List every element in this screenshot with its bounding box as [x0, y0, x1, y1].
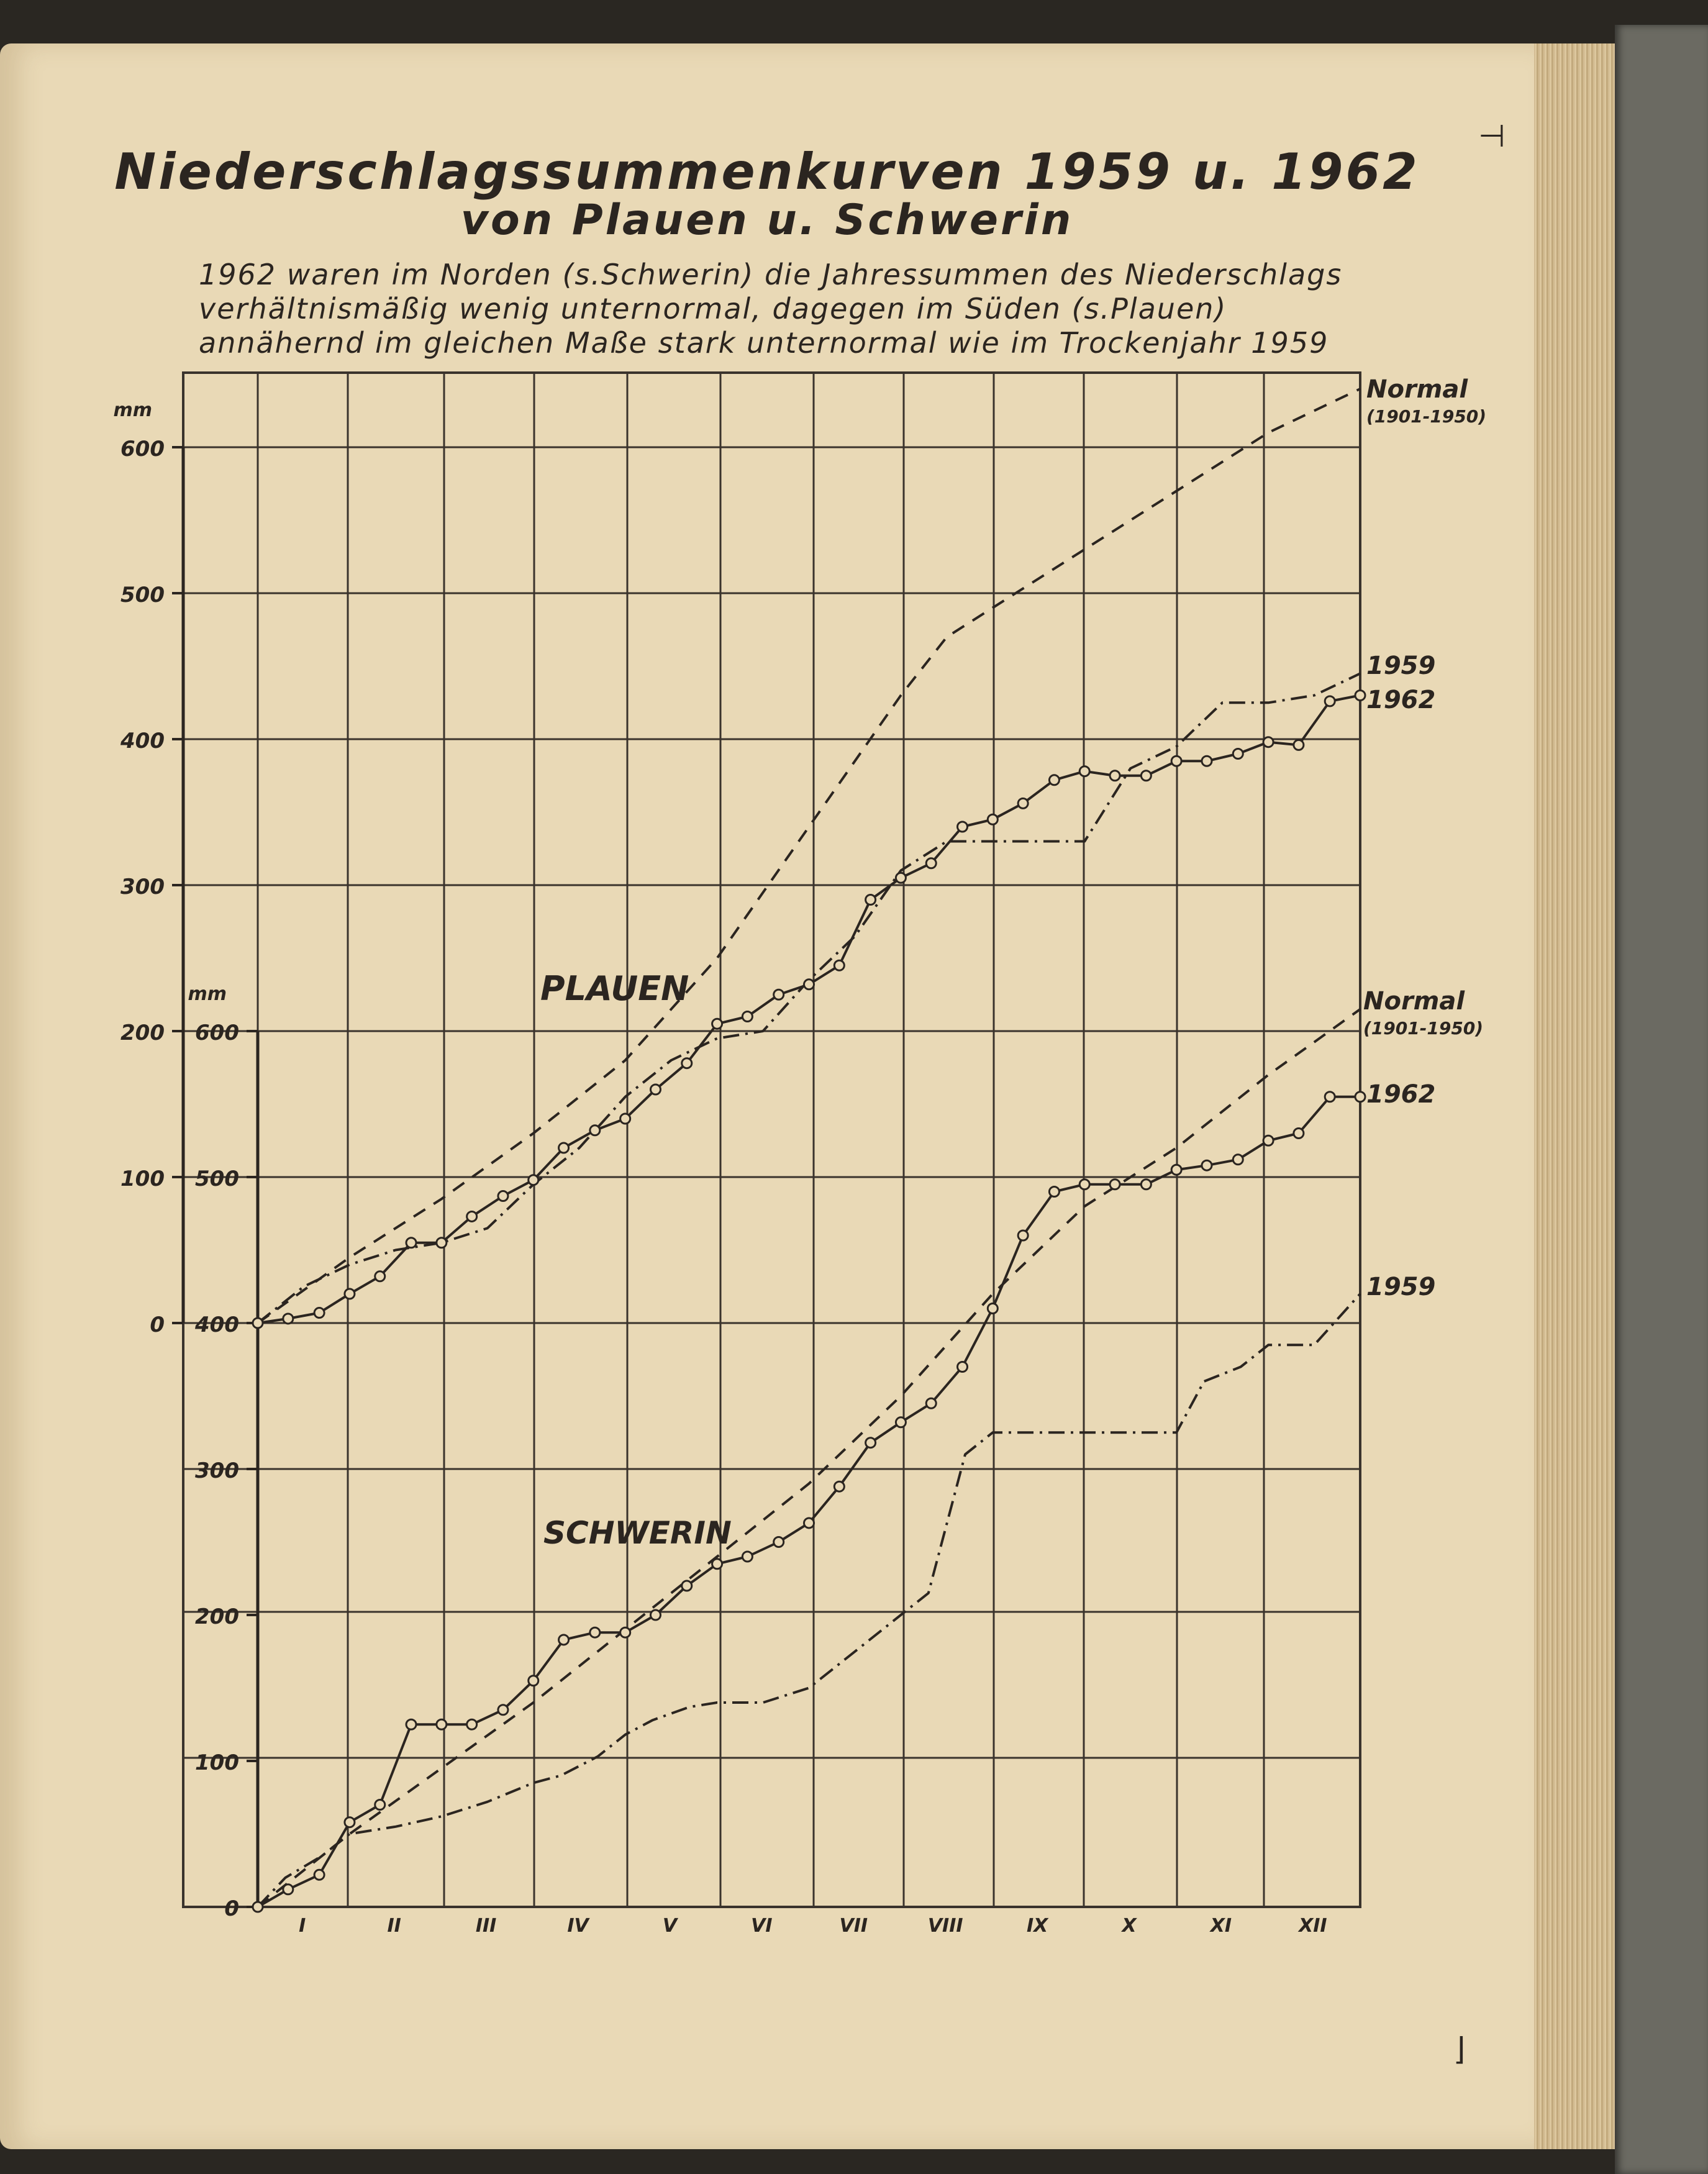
plauen-data-point [1141, 771, 1151, 781]
plauen-data-point [1049, 775, 1059, 785]
month-tick-label: II [387, 1915, 401, 1937]
plauen-data-point [834, 960, 844, 970]
schwerin-1959-label: 1959 [1366, 1273, 1436, 1301]
plauen-data-point [620, 1114, 630, 1124]
schwerin-data-point [406, 1719, 416, 1729]
plauen-data-point [559, 1143, 569, 1153]
schwerin-data-point [345, 1817, 355, 1827]
plauen-data-point [1018, 798, 1028, 808]
schwerin-data-point [1325, 1092, 1335, 1102]
schwerin-data-point [1079, 1180, 1089, 1189]
plauen-y-tick-label: 300 [120, 875, 165, 899]
plauen-data-point [804, 980, 814, 989]
schwerin-data-point [866, 1438, 876, 1448]
schwerin-data-point [712, 1559, 722, 1569]
month-tick-label: VIII [927, 1915, 963, 1937]
plauen-y-tick-label: 500 [120, 583, 165, 607]
plauen-1959-label: 1959 [1366, 652, 1436, 680]
plauen-data-point [1079, 766, 1089, 776]
schwerin-data-point [1202, 1160, 1212, 1170]
plauen-data-point [742, 1012, 752, 1022]
plauen-data-point [1171, 756, 1181, 766]
plauen-series-normal-1901-1950- [258, 389, 1360, 1323]
plauen-y-tick-label: 400 [120, 729, 165, 753]
schwerin-data-point [590, 1627, 600, 1637]
plauen-data-point [406, 1238, 416, 1248]
crop-mark-top: ⊣ [1478, 118, 1506, 154]
plauen-y-tick-label: 200 [120, 1021, 165, 1045]
plauen-normal-period-label: (1901-1950) [1366, 406, 1487, 427]
schwerin-panel-label: SCHWERIN [543, 1515, 732, 1551]
plauen-y-tick-label: 100 [120, 1167, 165, 1191]
schwerin-data-point [1110, 1180, 1120, 1189]
chart-grid [172, 373, 1360, 1907]
plauen-data-point [437, 1238, 447, 1248]
description-line-3: annähernd im gleichen Maße stark unternormal wie im Trockenjahr 1959 [199, 326, 1329, 360]
schwerin-data-point [498, 1705, 508, 1715]
plauen-normal-label: Normal [1366, 375, 1468, 404]
schwerin-series-1962 [258, 1097, 1360, 1907]
schwerin-data-point [1355, 1092, 1365, 1102]
schwerin-normal-label: Normal [1363, 987, 1465, 1016]
plauen-series-1962 [258, 696, 1360, 1324]
schwerin-data-point [988, 1304, 997, 1314]
schwerin-data-point [314, 1870, 324, 1880]
plauen-y-unit: mm [113, 399, 152, 421]
plauen-data-point [988, 814, 997, 824]
schwerin-data-point [253, 1902, 263, 1912]
schwerin-data-point [467, 1719, 477, 1729]
month-tick-label: III [475, 1915, 497, 1937]
schwerin-y-tick-label: 100 [195, 1750, 239, 1775]
crop-mark-bottom: ⌋ [1453, 2031, 1466, 2067]
schwerin-data-point [1233, 1155, 1243, 1165]
month-tick-label: V [662, 1915, 678, 1937]
schwerin-data-point [1171, 1165, 1181, 1175]
schwerin-data-point [650, 1610, 660, 1620]
schwerin-data-point [620, 1627, 630, 1637]
plauen-data-point [774, 989, 784, 999]
plauen-data-point [1110, 771, 1120, 781]
month-tick-label: I [299, 1915, 306, 1937]
schwerin-data-point [559, 1635, 569, 1645]
plauen-y-tick-label: 600 [120, 437, 165, 462]
schwerin-data-point [682, 1581, 692, 1591]
month-tick-label: VII [839, 1915, 868, 1937]
plauen-data-point [1263, 737, 1273, 747]
chart-labels [113, 375, 1486, 1937]
plauen-data-point [345, 1289, 355, 1299]
plauen-data-point [1325, 696, 1335, 706]
description-line-2: verhältnismäßig wenig unternormal, dagegen im Süden (s.Plauen) [199, 292, 1227, 325]
schwerin-1962-label: 1962 [1366, 1080, 1436, 1109]
month-tick-label: XII [1299, 1915, 1327, 1937]
schwerin-data-point [283, 1885, 293, 1894]
month-tick-label: X [1122, 1915, 1137, 1937]
schwerin-y-unit: mm [188, 983, 227, 1005]
schwerin-data-point [958, 1362, 968, 1372]
grid-frame [183, 373, 1360, 1907]
schwerin-data-point [774, 1537, 784, 1547]
plauen-data-point [498, 1191, 508, 1201]
month-tick-label: VI [751, 1915, 773, 1937]
plauen-data-point [314, 1308, 324, 1318]
plauen-data-point [283, 1314, 293, 1324]
description-line-1: 1962 waren im Norden (s.Schwerin) die Jahressummen des Niederschlags [199, 258, 1343, 291]
plauen-y-tick-label: 0 [150, 1312, 165, 1337]
schwerin-data-point [437, 1719, 447, 1729]
chart-subtitle: von Plauen u. Schwerin [460, 196, 1074, 245]
schwerin-data-point [375, 1800, 385, 1810]
chart-series [253, 389, 1365, 1912]
schwerin-data-point [896, 1417, 906, 1427]
schwerin-y-tick-label: 300 [195, 1458, 239, 1483]
plauen-data-point [590, 1126, 600, 1135]
schwerin-data-point [742, 1552, 752, 1562]
schwerin-data-point [1263, 1135, 1273, 1145]
plauen-data-point [375, 1271, 385, 1281]
plauen-data-point [712, 1019, 722, 1029]
schwerin-data-point [926, 1398, 936, 1408]
plauen-data-point [866, 895, 876, 905]
plauen-data-point [1355, 691, 1365, 701]
plauen-panel-label: PLAUEN [540, 969, 689, 1008]
plauen-data-point [682, 1058, 692, 1068]
schwerin-y-tick-label: 0 [224, 1896, 239, 1921]
schwerin-y-tick-label: 500 [195, 1167, 239, 1191]
month-tick-label: XI [1210, 1915, 1232, 1937]
schwerin-y-tick-label: 200 [195, 1604, 239, 1629]
plauen-data-point [467, 1211, 477, 1221]
schwerin-series-normal-1901-1950- [258, 1009, 1360, 1907]
plauen-data-point [253, 1318, 263, 1328]
plauen-series-1959 [258, 673, 1360, 1323]
schwerin-data-point [529, 1676, 538, 1686]
plauen-data-point [926, 858, 936, 868]
plauen-data-point [1233, 749, 1243, 759]
schwerin-normal-period-label: (1901-1950) [1363, 1018, 1484, 1039]
plauen-data-point [529, 1175, 538, 1185]
chart-title: Niederschlagssummenkurven 1959 u. 1962 [114, 143, 1420, 201]
schwerin-data-point [834, 1481, 844, 1491]
schwerin-data-point [1049, 1187, 1059, 1197]
schwerin-series-1959 [258, 1294, 1360, 1907]
plauen-data-point [1294, 740, 1304, 750]
month-tick-label: IX [1026, 1915, 1048, 1937]
plauen-data-point [958, 822, 968, 832]
schwerin-y-tick-label: 600 [195, 1021, 239, 1045]
plauen-data-point [896, 873, 906, 883]
plauen-data-point [650, 1085, 660, 1094]
plauen-1962-label: 1962 [1366, 686, 1436, 714]
month-tick-label: IV [567, 1915, 589, 1937]
plauen-data-point [1202, 756, 1212, 766]
schwerin-data-point [1018, 1230, 1028, 1240]
schwerin-data-point [804, 1518, 814, 1528]
schwerin-data-point [1294, 1129, 1304, 1139]
schwerin-data-point [1141, 1180, 1151, 1189]
schwerin-y-tick-label: 400 [195, 1312, 239, 1337]
